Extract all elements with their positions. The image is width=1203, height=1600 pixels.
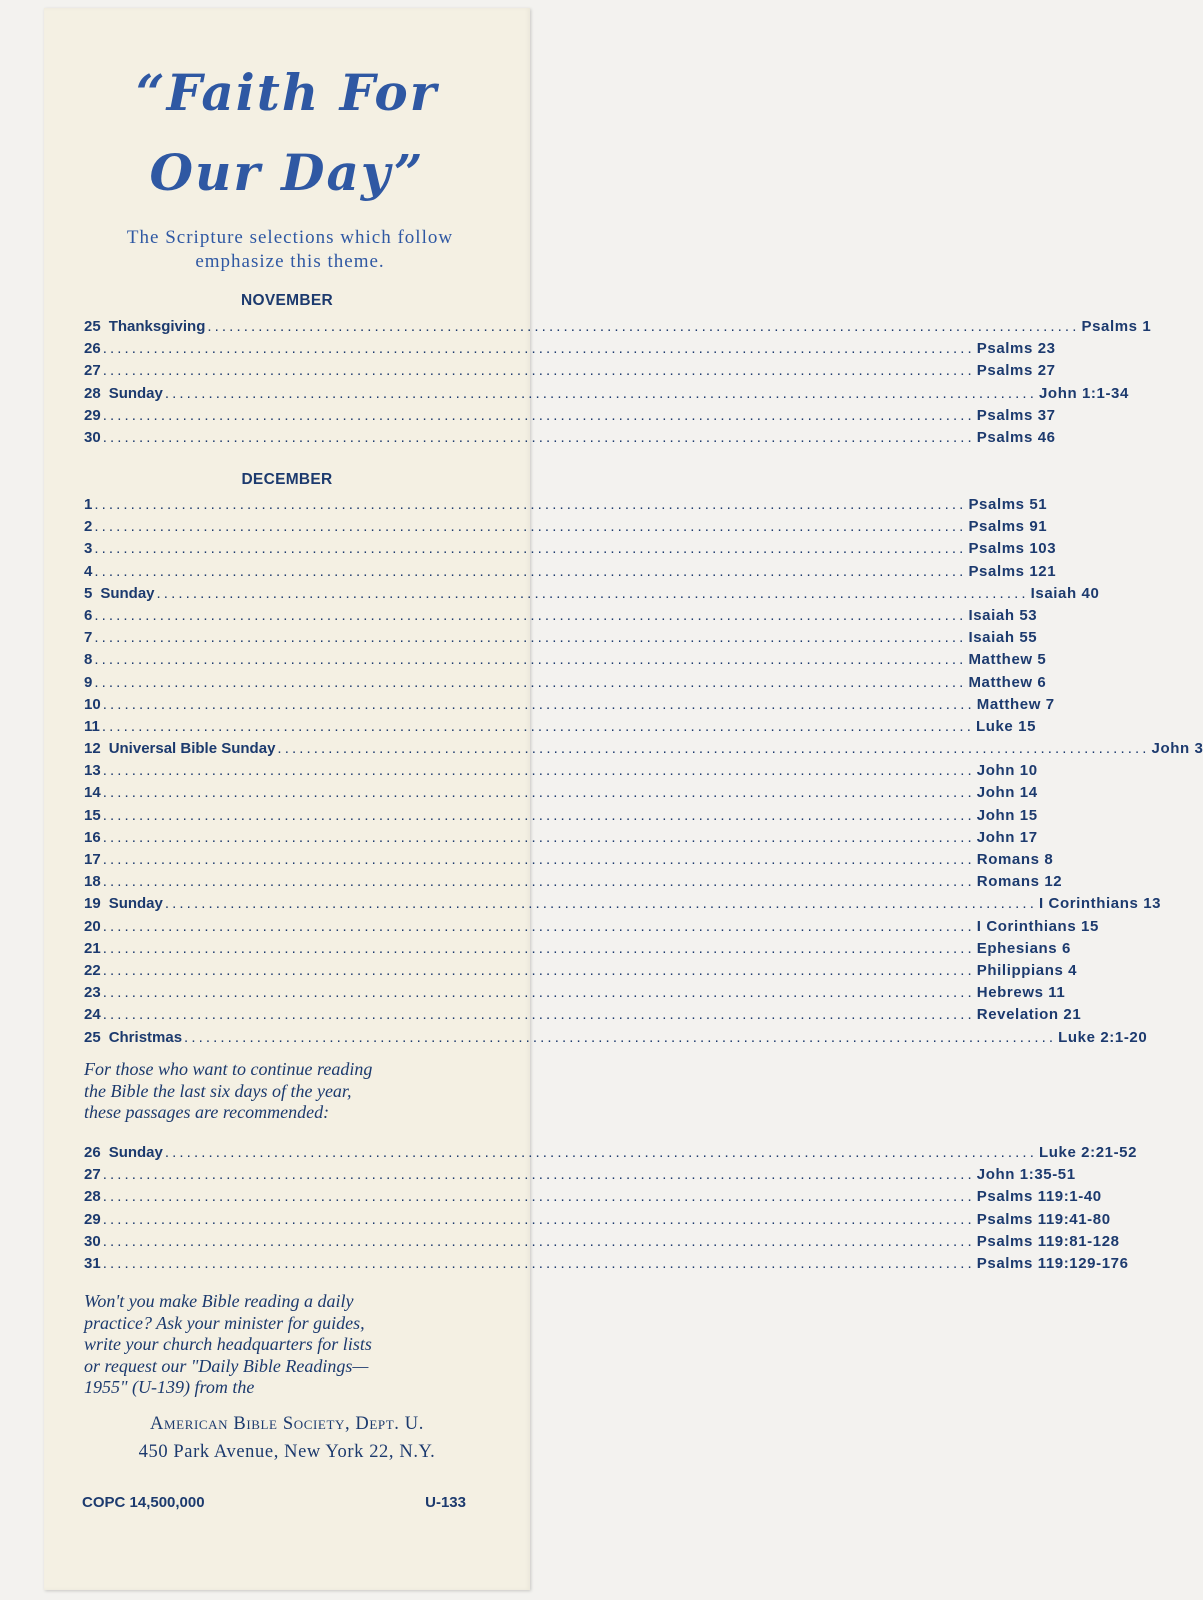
reading-row [84,1188,1102,1210]
reading-row [84,340,1056,362]
reading-day: 24 [84,1006,101,1024]
continue-line: For those who want to continue reading [84,1059,373,1079]
reading-day: 27 [84,1166,101,1184]
dot-leader: ........................................................................................................................ [102,1188,975,1206]
scripture-reference: Psalms 91 [968,518,1048,536]
reading-occasion: Thanksgiving [108,318,206,335]
scripture-reference: John 17 [976,828,1038,846]
dot-leader: ........................................................................................................................ [184,1028,1057,1046]
dot-leader: ........................................................................................................................ [94,518,967,536]
dot-leader: ........................................................................................................................ [164,895,1037,913]
reading-row [84,873,1063,895]
dot-leader: ........................................................................................................................ [94,496,967,513]
reading-day: 26 [84,340,101,358]
reading-row [84,762,1038,784]
scripture-reference: John 14 [976,784,1038,802]
dot-leader: ........................................................................................................................ [102,340,975,358]
scripture-reference: John 15 [976,806,1038,824]
reading-row [84,651,1047,673]
reading-row [84,984,1066,1006]
scripture-reference: Matthew 5 [968,651,1047,669]
dot-leader: ........................................................................................................................ [164,1144,1037,1161]
reading-day: 10 [84,695,101,713]
reading-day: 15 [84,806,101,824]
reading-day: 14 [84,784,101,802]
scripture-reference: Psalms 37 [976,406,1056,424]
reading-row [84,917,1099,940]
scripture-reference: Isaiah 53 [968,606,1038,624]
scripture-reference: Revelation 21 [976,1006,1082,1024]
reading-day: 16 [84,828,101,846]
scripture-reference: I Corinthians 13 [1038,895,1162,913]
scripture-reference: Ephesians 6 [976,939,1071,957]
reading-day: 28 [84,384,101,402]
dot-leader: ........................................................................................................................ [102,939,975,957]
reading-row [84,828,1038,851]
dot-leader: ........................................................................................................................ [164,384,1037,402]
dot-leader: ........................................................................................................................ [94,651,967,669]
reading-day: 27 [84,362,101,380]
appeal-line: or request our "Daily Bible Readings— [84,1355,369,1376]
scripture-reference: Psalms 119:1-40 [976,1188,1102,1206]
dot-leader: ........................................................................................................................ [102,695,975,713]
scripture-reference: Luke 15 [975,717,1037,735]
reading-day: 20 [84,917,101,935]
dot-leader: ........................................................................................................................ [207,318,1080,335]
dot-leader: ........................................................................................................................ [102,961,975,979]
title-line-2: Our Day” [149,143,425,202]
reading-row [84,717,1037,740]
scripture-reference: Psalms 1 [1081,318,1152,335]
scripture-reference: Psalms 51 [968,496,1048,513]
reading-day: 6 [84,606,93,624]
dot-leader: ........................................................................................................................ [102,362,975,380]
society-name: American Bible Society, Dept. U. [150,1414,424,1434]
dot-leader: ........................................................................................................................ [102,406,975,424]
reading-occasion: Sunday [100,584,155,602]
footer-item-number: U-133 [425,1494,466,1511]
reading-day: 30 [84,1232,101,1250]
intro-line-1: The Scripture selections which follow [126,227,454,248]
reading-occasion: Sunday [108,384,163,402]
dot-leader: ........................................................................................................................ [94,606,967,624]
reading-row [84,740,1203,762]
society-address: 450 Park Avenue, New York 22, N.Y. [138,1442,436,1462]
reading-day: 21 [84,939,101,957]
reading-row [84,806,1038,829]
reading-row [84,961,1078,984]
dot-leader: ........................................................................................................................ [94,562,967,580]
reading-day: 31 [84,1254,101,1272]
reading-row [84,428,1056,451]
scripture-reference: John 10 [976,762,1038,780]
reading-row [84,562,1057,585]
reading-day: 3 [84,540,93,558]
reading-row [84,939,1071,962]
scripture-reference: Psalms 119:129-176 [976,1254,1129,1272]
reading-day: 25 [84,1028,101,1046]
scripture-reference: Psalms 119:81-128 [976,1232,1120,1250]
reading-day: 26 [84,1144,101,1161]
reading-row [84,1254,1129,1277]
dot-leader: ........................................................................................................................ [156,584,1029,602]
december-readings [84,496,1203,1051]
reading-row [84,384,1129,407]
appeal-line: practice? Ask your minister for guides, [84,1312,365,1333]
reading-occasion: Sunday [108,895,163,913]
bookmark-card [44,8,1203,1590]
dot-leader: ........................................................................................................................ [94,629,967,647]
reading-occasion: Christmas [108,1028,183,1046]
reading-day: 19 [84,895,101,913]
reading-row [84,406,1056,429]
scripture-reference: Psalms 119:41-80 [976,1210,1111,1228]
reading-day: 7 [84,629,93,647]
november-readings [84,318,1152,451]
reading-day: 25 [84,318,101,335]
continue-line: the Bible the last six days of the year, [84,1080,352,1101]
scripture-reference: Hebrews 11 [976,984,1066,1002]
reading-row [84,540,1057,562]
intro-line-2: emphasize this theme. [195,251,385,272]
reading-row [84,496,1048,518]
scripture-reference: Matthew 6 [968,673,1047,691]
reading-row [84,606,1038,629]
scripture-reference: Romans 8 [976,851,1054,868]
scripture-reference: Psalms 46 [976,428,1056,446]
reading-day: 28 [84,1188,101,1206]
scripture-reference: Luke 2:1-20 [1058,1028,1148,1046]
reading-row [84,1166,1076,1188]
scripture-reference: I Corinthians 15 [976,917,1099,935]
reading-row [84,584,1100,607]
dot-leader: ........................................................................................................................ [102,1166,975,1184]
scripture-reference: Philippians 4 [976,961,1078,979]
reading-row [84,629,1038,651]
reading-row [84,1232,1120,1255]
reading-row [84,1006,1082,1028]
reading-day: 29 [84,1210,101,1228]
title-line-1: “Faith For [135,63,439,122]
scripture-reference: Luke 2:21-52 [1038,1144,1138,1161]
dot-leader: ........................................................................................................................ [102,762,975,780]
scripture-reference: John 1:1-34 [1038,384,1129,402]
footer-print-code: COPC 14,500,000 [82,1494,205,1511]
reading-day: 8 [84,651,93,669]
dot-leader: ........................................................................................................................ [94,673,967,691]
reading-day: 4 [84,562,93,580]
reading-row [84,673,1047,696]
reading-day: 13 [84,762,101,780]
scripture-reference: Psalms 27 [976,362,1056,380]
scripture-reference: John 3 [1151,740,1203,758]
dot-leader: ........................................................................................................................ [102,984,975,1002]
reading-day: 12 [84,740,101,758]
reading-row [84,784,1038,806]
scripture-reference: John 1:35-51 [976,1166,1076,1184]
reading-day: 5 [84,584,93,602]
dot-leader: ........................................................................................................................ [102,1006,975,1024]
appeal-text [84,1291,514,1399]
scripture-reference: Psalms 103 [968,540,1057,558]
scripture-reference: Isaiah 40 [1030,584,1100,602]
scripture-reference: Psalms 23 [976,340,1056,358]
dot-leader: ........................................................................................................................ [102,828,975,846]
reading-day: 30 [84,428,101,446]
november-heading: NOVEMBER [241,292,333,309]
reading-day: 23 [84,984,101,1002]
reading-day: 22 [84,961,101,979]
appeal-line: Won't you make Bible reading a daily [84,1291,354,1311]
reading-row [84,362,1056,384]
december-heading: DECEMBER [241,471,333,488]
dot-leader: ........................................................................................................................ [102,873,975,891]
reading-row [84,895,1162,917]
reading-day: 2 [84,518,93,536]
reading-day: 11 [84,717,100,735]
appeal-line: 1955" (U-139) from the [84,1377,255,1397]
scripture-reference: Matthew 7 [976,695,1055,713]
reading-row [84,1028,1148,1051]
dot-leader: ........................................................................................................................ [102,851,975,868]
scripture-reference: Romans 12 [976,873,1063,891]
dot-leader: ........................................................................................................................ [101,717,974,735]
continue-line: these passages are recommended: [84,1102,330,1122]
reading-day: 17 [84,851,101,868]
reading-row [84,1144,1138,1166]
reading-occasion: Universal Bible Sunday [108,740,276,758]
dot-leader: ........................................................................................................................ [102,917,975,935]
scripture-reference: Psalms 121 [968,562,1057,580]
dot-leader: ........................................................................................................................ [102,806,975,824]
reading-day: 1 [84,496,93,513]
reading-row [84,695,1055,718]
reading-day: 29 [84,406,101,424]
scripture-reference: Isaiah 55 [968,629,1038,647]
reading-day: 18 [84,873,101,891]
appeal-line: write your church headquarters for lists [84,1334,372,1354]
reading-occasion: Sunday [108,1144,163,1161]
dot-leader: ........................................................................................................................ [102,784,975,802]
reading-row [84,318,1152,340]
dot-leader: ........................................................................................................................ [102,428,975,446]
dot-leader: ........................................................................................................................ [102,1232,975,1250]
reading-row [84,518,1048,540]
dot-leader: ........................................................................................................................ [94,540,967,558]
reading-day: 9 [84,673,93,691]
reading-row [84,1210,1111,1233]
dot-leader: ........................................................................................................................ [102,1254,975,1272]
continue-reading-text [84,1059,514,1124]
dot-leader: ........................................................................................................................ [277,740,1150,758]
intro-text [80,226,500,274]
year-end-readings [84,1144,1138,1277]
dot-leader: ........................................................................................................................ [102,1210,975,1228]
reading-row [84,851,1054,873]
